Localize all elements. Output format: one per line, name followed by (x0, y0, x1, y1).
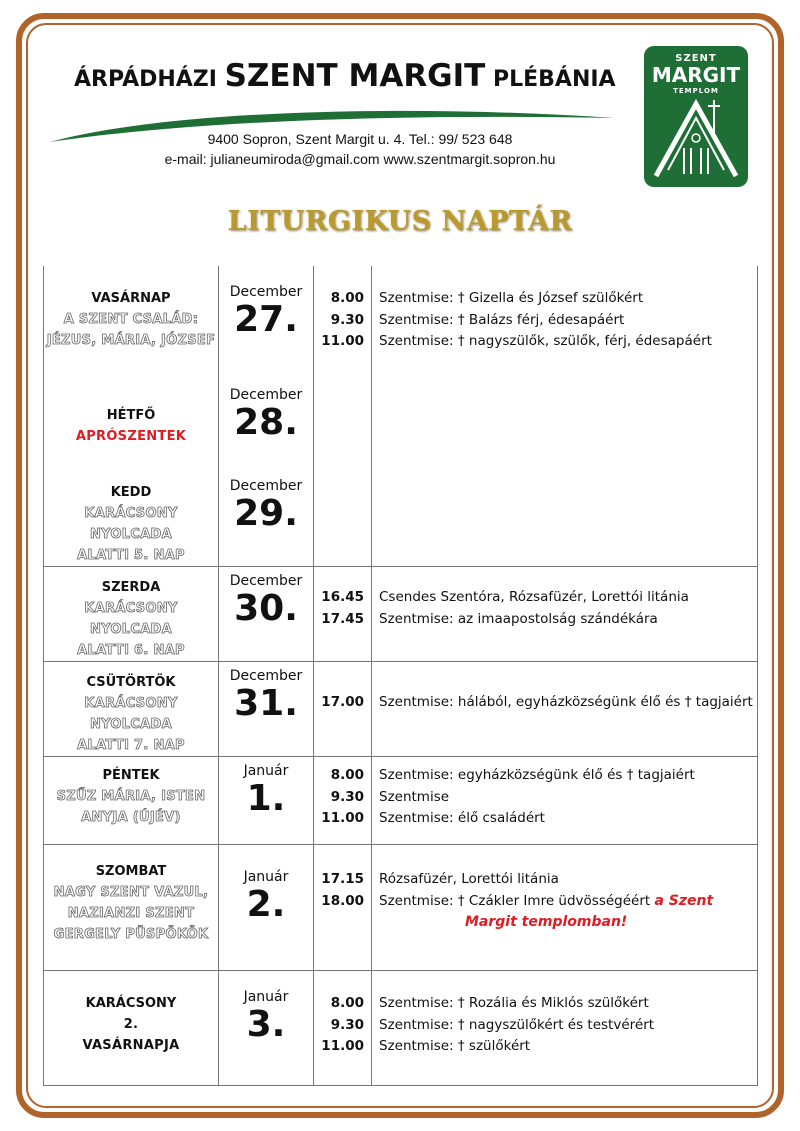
event-time: 17.45 (321, 610, 364, 627)
calendar-row-thursday (44, 662, 758, 757)
feast-name: ANYJA (ÚJÉV) (81, 810, 181, 825)
parish-logo: SZENT MARGIT TEMPLOM (644, 46, 748, 187)
day-number: 2. (246, 884, 286, 925)
parish-address: 9400 Sopron, Szent Margit u. 4. Tel.: 99/ 523 648 (207, 131, 513, 147)
month: December (229, 284, 303, 300)
day-number: 30. (234, 588, 298, 629)
event-text: Szentmise: egyházközségünk élő és † tagjaiért (379, 767, 695, 783)
feast-name: A SZENT CSALÁD: (63, 312, 199, 327)
event-text: Csendes Szentóra, Rózsafüzér, Lorettói litánia (379, 589, 689, 605)
event-time: 17.00 (321, 694, 364, 710)
event-text: Szentmise: élő családért (379, 810, 545, 826)
event-time: 9.30 (330, 1016, 364, 1033)
event-text: Szentmise: † szülőkért (379, 1038, 531, 1054)
month: Január (243, 989, 289, 1005)
day-name: HÉTFŐ (106, 408, 156, 423)
calendar-row-sunday-2 (44, 971, 758, 1086)
day-name: PÉNTEK (102, 768, 160, 783)
event-time: 18.00 (321, 892, 364, 909)
day-name: KEDD (110, 485, 152, 500)
month: December (229, 573, 303, 589)
day-name: CSÜTÖRTÖK (86, 675, 176, 690)
day-number: 29. (234, 493, 298, 534)
feast-name: NAGY SZENT VAZUL, (53, 885, 209, 900)
day-number: 3. (246, 1004, 286, 1045)
location-note: a Szent (654, 892, 714, 909)
event-time: 11.00 (321, 1038, 364, 1054)
month: December (229, 387, 303, 403)
calendar-row-wednesday (44, 567, 758, 662)
calendar-row-saturday (44, 845, 758, 971)
event-text: Szentmise: † Balázs férj, édesapáért (379, 311, 625, 328)
event-time: 17.15 (321, 871, 364, 887)
feast-name: KARÁCSONY NYOLCADA (84, 506, 178, 542)
feast-name: ALATTI 6. NAP (77, 643, 185, 658)
event-text: Szentmise: † nagyszülőkért és testvérért (379, 1016, 655, 1033)
church-icon (644, 96, 748, 187)
event-time: 8.00 (330, 767, 364, 783)
feast-name: NAZIANZI SZENT (67, 906, 195, 921)
month: December (229, 478, 303, 494)
feast-name: KARÁCSONY NYOLCADA (84, 601, 178, 637)
event-time: 11.00 (321, 810, 364, 826)
liturgical-calendar-table (43, 266, 758, 1086)
event-time: 11.00 (321, 333, 364, 349)
feast-name: ALATTI 7. NAP (77, 738, 185, 753)
calendar-row-friday (44, 757, 758, 845)
feast-name: 2. (123, 1017, 139, 1032)
event-time: 8.00 (330, 290, 364, 306)
event-text: Szentmise: az imaapostolság szándékára (379, 610, 658, 627)
event-time: 9.30 (330, 788, 364, 805)
event-text: Szentmise: † Rozália és Miklós szülőkért (379, 995, 649, 1011)
event-text: Szentmise: † Gizella és József szülőkért (379, 290, 644, 306)
feast-name: SZŰZ MÁRIA, ISTEN (56, 789, 206, 804)
calendar-row-sunday (44, 266, 758, 381)
event-text: Szentmise: † nagyszülők, szülők, férj, édesapáért (379, 333, 712, 349)
month: Január (243, 763, 289, 779)
feast-name: VASÁRNAPJA (82, 1038, 180, 1053)
month: Január (243, 869, 289, 885)
day-name: VASÁRNAP (91, 291, 171, 306)
day-number: 28. (234, 402, 298, 443)
parish-contact: e-mail: julianeumiroda@gmail.com www.szentmargit.sopron.hu (164, 151, 556, 167)
day-number: 31. (234, 683, 298, 724)
event-text: Szentmise (379, 788, 450, 805)
feast-name: JÉZUS, MÁRIA, JÓZSEF (46, 333, 216, 348)
feast-name: APRÓSZENTEK (75, 429, 187, 444)
month: December (229, 668, 303, 684)
event-text: Szentmise: † Czákler Imre üdvösségéért a Szent (379, 892, 714, 909)
location-note: Margit templomban! (465, 914, 628, 930)
event-time: 9.30 (330, 311, 364, 328)
event-text: Rózsafüzér, Lorettói litánia (379, 871, 559, 887)
event-time: 8.00 (330, 995, 364, 1011)
day-name: KARÁCSONY (85, 996, 177, 1011)
parish-name: ÁRPÁDHÁZI SZENT MARGIT PLÉBÁNIA (74, 58, 616, 94)
day-name: SZOMBAT (95, 864, 167, 879)
event-text: Szentmise: hálából, egyházközségünk élő és † tagjaiért (379, 694, 753, 710)
day-name: SZERDA (101, 580, 161, 595)
day-number: 1. (246, 778, 286, 819)
page-title: LITURGIKUS NAPTÁR (227, 206, 573, 237)
feast-name: ALATTI 5. NAP (77, 548, 185, 563)
event-time: 16.45 (321, 589, 364, 605)
feast-name: GERGELY PÜSPÖKÖK (53, 927, 209, 942)
day-number: 27. (234, 299, 298, 340)
feast-name: KARÁCSONY NYOLCADA (84, 696, 178, 732)
